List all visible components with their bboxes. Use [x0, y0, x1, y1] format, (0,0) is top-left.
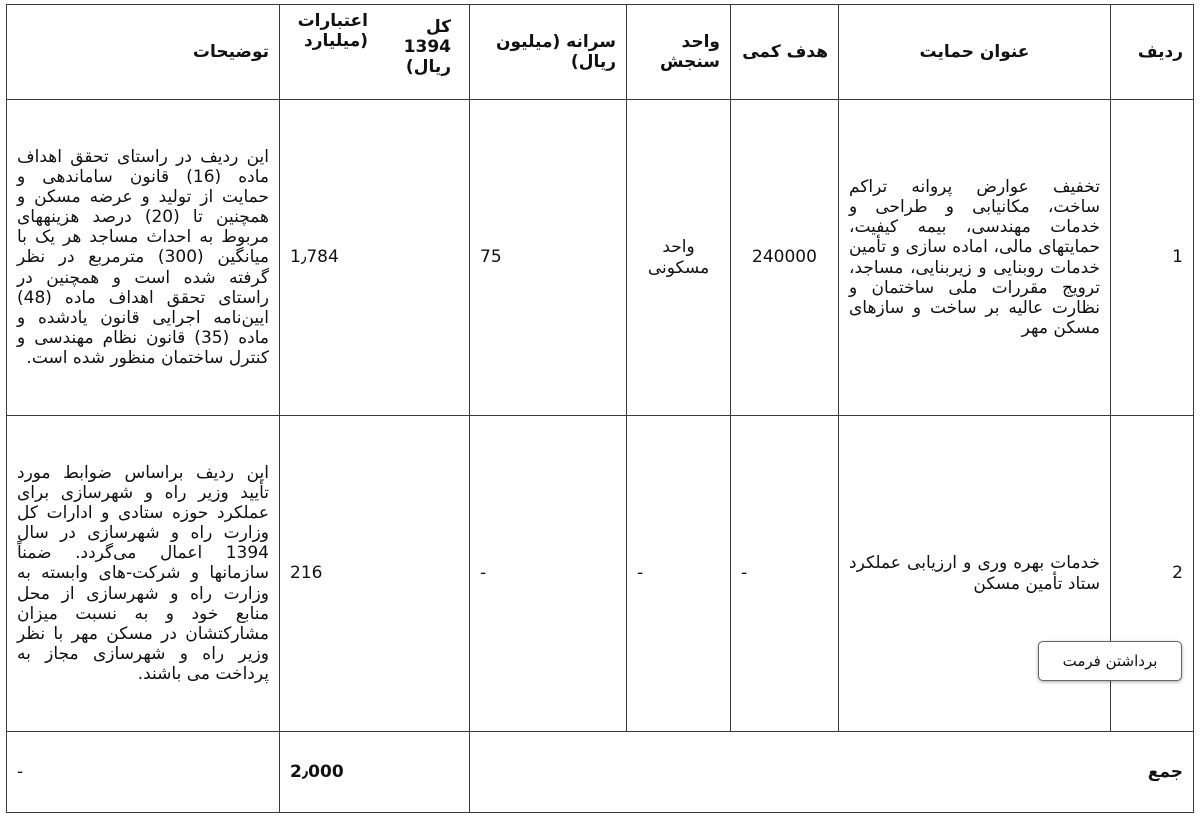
header-kol-total: کل 1394 ریال): [403, 17, 451, 78]
row-radif: 2: [1111, 416, 1194, 732]
header-kol: [280, 5, 470, 100]
header-kol-credits: اعتبارات (میلیارد: [297, 11, 368, 52]
row-desc: این ردیف براساس ضوابط مورد تأیید وزیر راه و شهرسازی برای عملکرد حوزه ستادی و ادارات کل وزارت راه و شهرسازی در سال 1394 اعمال می‌گردد. ضمناً سازمانها و شرکت-های وابسته به وزارت راه و شهرسازی از محل منابع خود و به نسبت میزان مشارکتشان در مسکن مهر با نظر وزیر راه و شهرسازی مجاز به پرداخت می باشند.: [7, 416, 280, 732]
row-radif: 1: [1111, 100, 1194, 416]
total-value: 2٫000: [280, 732, 470, 813]
row-title: خدمات بهره وری و ارزیابی عملکرد ستاد تأمین مسکن: [839, 416, 1111, 732]
row-kol: 216: [280, 416, 470, 732]
table-row: [7, 100, 1194, 416]
header-vahed: واحد سنجش: [627, 5, 731, 100]
row-sarane: 75: [470, 100, 627, 416]
budget-table: [6, 4, 1194, 813]
remove-format-button[interactable]: برداشتن فرمت: [1038, 641, 1182, 681]
header-hadaf: هدف کمی: [731, 5, 839, 100]
row-kol: 1٫784: [280, 100, 470, 416]
header-title: عنوان حمایت: [839, 5, 1111, 100]
total-desc: -: [7, 732, 280, 813]
total-label: جمع: [470, 732, 1194, 813]
row-hadaf: 240000: [731, 100, 839, 416]
header-radif: ردیف: [1111, 5, 1194, 100]
table-header-row: [7, 5, 1194, 100]
row-title: تخفیف عوارض پروانه تراکم ساخت، مکانیابی و طراحی و خدمات مهندسی، بیمه کیفیت، حمایتهای مالی، اماده سازی و تأمین خدمات روبنایی و زیربنایی، مساجد، ترویج مقررات ملی ساختمان و نظارت عالیه بر ساخت و سازهای مسکن مهر: [839, 100, 1111, 416]
row-desc: این ردیف در راستای تحقق اهداف ماده (16) قانون ساماندهی و حمایت از تولید و عرضه مسکن و همچنین تا (20) درصد هزینههای مربوط به احداث مساجد هر یک با میانگین (300) مترمربع در نظر گرفته شده است و همچنین در راستای تحقق اهداف ماده (48) ایین‌نامه اجرایی قانون یادشده و ماده (35) قانون نظام مهندسی و کنترل ساختمان منظور شده است.: [7, 100, 280, 416]
header-desc: توضیحات: [7, 5, 280, 100]
total-row: [7, 732, 1194, 813]
row-vahed: واحد مسکونی: [627, 100, 731, 416]
header-sarane: سرانه (میلیون ریال): [470, 5, 627, 100]
row-vahed: -: [627, 416, 731, 732]
row-sarane: -: [470, 416, 627, 732]
row-hadaf: -: [731, 416, 839, 732]
table-row: [7, 416, 1194, 732]
